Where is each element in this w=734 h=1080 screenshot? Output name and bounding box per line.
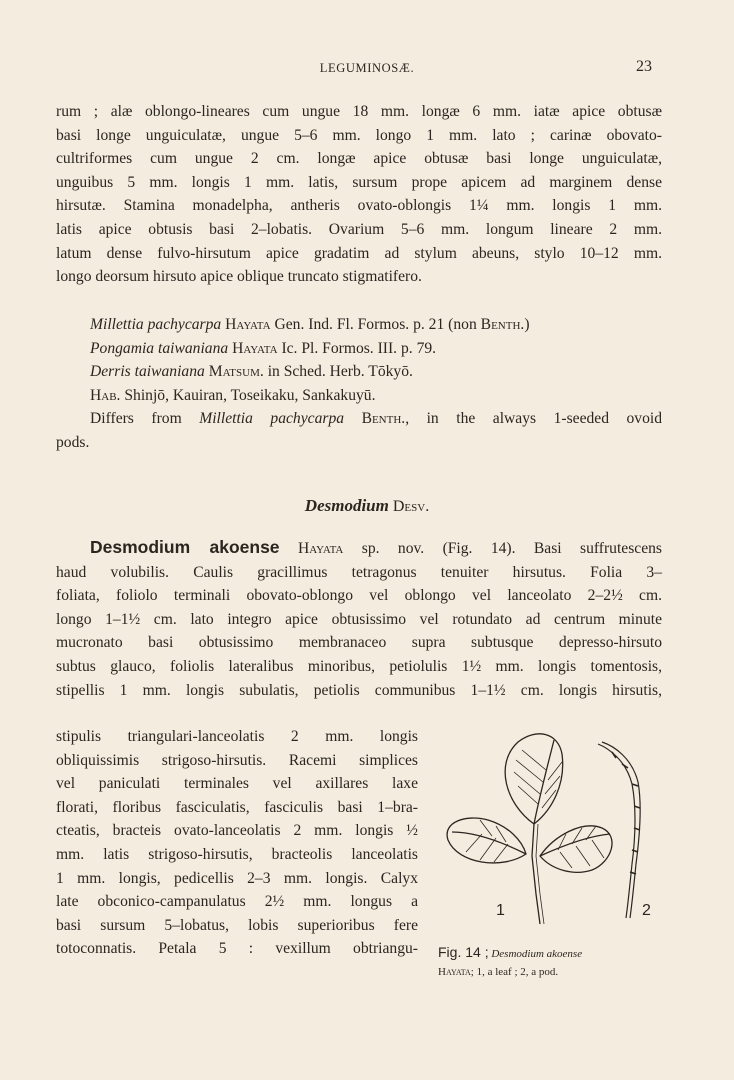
synonym-end: ) bbox=[524, 316, 530, 333]
synonym-entry bbox=[56, 313, 662, 337]
text-line: subtus glauco, foliolis lateralibus minoribus, petiolulis 1½ mm. longis tomentosis, bbox=[56, 657, 662, 675]
synonym-list bbox=[56, 313, 662, 455]
synonym-reference: Gen. Ind. Fl. Formos. p. 21 (non bbox=[274, 316, 477, 333]
text-line: latis apice obtusis basi 2–lobatis. Ovarium 5–6 mm. longum lineare 2 mm. bbox=[56, 220, 662, 238]
synonym-author: Matsum. bbox=[208, 363, 264, 381]
genus-name: Desmodium bbox=[304, 496, 389, 515]
text-line: vel paniculati terminales vel axillares laxe bbox=[56, 775, 418, 793]
figure-author: Hayata bbox=[438, 966, 471, 978]
trifoliate-leaf bbox=[447, 734, 612, 924]
text-line: latum dense fulvo-hirsutum apice gradatim ad stylum abeuns, stylo 10–12 mm. bbox=[56, 244, 662, 262]
text-line: cultriformes cum ungue 2 cm. longæ apice obtusæ basi longe unguiculatæ, bbox=[56, 150, 662, 168]
figure-label-1: 1 bbox=[496, 902, 505, 919]
text-line: rum ; alæ oblongo-lineares cum ungue 18 mm. longæ 6 mm. iatæ apice obtusæ bbox=[56, 103, 662, 120]
text-line: basi longe unguiculatæ, ungue 5–6 mm. longo 1 mm. lato ; carinæ obovato- bbox=[56, 126, 662, 144]
synonym-reference: Ic. Pl. Formos. III. p. 79. bbox=[281, 339, 437, 357]
species-description bbox=[56, 536, 662, 702]
right-veins bbox=[558, 826, 604, 868]
species-name: Desmodium akoense bbox=[90, 537, 280, 557]
text-line: 1 mm. longis, pedicellis 2–3 mm. longis. Calyx bbox=[56, 869, 418, 887]
text-line: foliata, foliolo terminali obovato-oblongo vel oblongo vel lanceolato 2–2½ cm. bbox=[56, 587, 662, 605]
synonym-reference: in Sched. Herb. Tōkyō. bbox=[267, 363, 413, 381]
genus-heading bbox=[0, 496, 734, 516]
text-line: longo 1–1½ cm. lato integro apice obtusissimo vel rotundato ad centrum minute bbox=[56, 610, 662, 628]
running-header: LEGUMINOSÆ. bbox=[319, 61, 415, 75]
figure-species: Desmodium akoense bbox=[491, 948, 583, 960]
right-midrib bbox=[540, 834, 610, 856]
pod-outline bbox=[598, 744, 635, 918]
left-leaflet bbox=[447, 818, 526, 863]
differs-prefix: Differs from bbox=[90, 410, 182, 428]
differs-line bbox=[56, 407, 662, 431]
text-line: late obconico-campanulatus 2½ mm. longus a bbox=[56, 893, 418, 911]
intro-paragraph bbox=[56, 100, 662, 289]
text-line: mm. latis strigoso-hirsutis, bracteolis lanceolatis bbox=[56, 845, 418, 863]
species-description-wrapped bbox=[56, 725, 418, 961]
pod-segments bbox=[612, 752, 640, 874]
pod bbox=[598, 742, 640, 918]
synonym-author: Hayata bbox=[232, 339, 278, 357]
terminal-midrib bbox=[534, 740, 554, 824]
differs-name: Millettia pachycarpa bbox=[199, 410, 345, 428]
right-leaflet bbox=[540, 826, 612, 872]
leaf-and-pod-drawing bbox=[436, 724, 666, 944]
text-line: obliquissimis strigoso-hirsutis. Racemi simplices bbox=[56, 751, 418, 769]
figure-label-2: 2 bbox=[642, 902, 651, 919]
habitat-text: Shinjō, Kauiran, Toseikaku, Sankakuyū. bbox=[124, 386, 376, 404]
synonym-name: Derris taiwaniana bbox=[90, 363, 205, 381]
species-author: Hayata bbox=[297, 540, 344, 557]
text-line: cteatis, bracteis ovato-lanceolatis 2 mm. longis ½ bbox=[56, 822, 418, 840]
text-line: hirsutæ. Stamina monadelpha, antheris ovato-oblongis 1¼ mm. longis 1 mm. bbox=[56, 197, 662, 215]
text-line: unguibus 5 mm. longis 1 mm. latis, sursum prope apicem ad marginem dense bbox=[56, 173, 662, 191]
synonym-author: Hayata bbox=[225, 316, 271, 333]
habitat-label: Hab. bbox=[90, 386, 121, 404]
genus-author: Desv. bbox=[392, 498, 430, 515]
terminal-leaflet bbox=[505, 734, 563, 824]
text-line: stipellis 1 mm. longis subulatis, petiolis communibus 1–1½ cm. longis hirsutis, bbox=[56, 681, 662, 699]
species-first-line bbox=[56, 536, 662, 561]
figure-caption bbox=[438, 943, 664, 981]
text-line: florati, floribus fasciculatis, fasciculis basi 1–bra- bbox=[56, 798, 418, 816]
synonym-entry bbox=[56, 337, 662, 361]
differs-continuation: pods. bbox=[56, 433, 90, 451]
petiole-edge bbox=[536, 824, 544, 924]
page-number: 23 bbox=[636, 58, 652, 75]
petiole bbox=[532, 824, 540, 924]
habitat-line bbox=[56, 384, 662, 408]
synonym-name: Pongamia taiwaniana bbox=[90, 339, 229, 357]
synonym-author-2: Benth. bbox=[480, 316, 525, 333]
figure-number: Fig. 14 ; bbox=[438, 944, 489, 960]
text-line: haud volubilis. Caulis gracillimus tetragonus tenuiter hirsutus. Folia 3– bbox=[56, 563, 662, 581]
differs-author: Benth. bbox=[361, 410, 406, 428]
text-line: stipulis triangulari-lanceolatis 2 mm. longis bbox=[56, 728, 418, 745]
species-rest: sp. nov. (Fig. 14). Basi suffrutescens bbox=[361, 540, 662, 557]
text-line: longo deorsum hirsuto apice oblique truncato stigmatifero. bbox=[56, 268, 422, 286]
text-line: basi sursum 5–lobatus, lobis superioribus fere bbox=[56, 916, 418, 934]
differs-text: , in the always 1-seeded ovoid bbox=[405, 410, 663, 428]
figure-caption-rest: ; 1, a leaf ; 2, a pod. bbox=[470, 966, 559, 978]
synonym-name: Millettia pachycarpa bbox=[90, 316, 222, 333]
synonym-entry bbox=[56, 360, 662, 384]
text-line: mucronato basi obtusissimo membranaceo supra subtusque depresso-hirsuto bbox=[56, 634, 662, 652]
text-line: totoconnatis. Petala 5 : vexillum obtriangu- bbox=[56, 940, 418, 958]
